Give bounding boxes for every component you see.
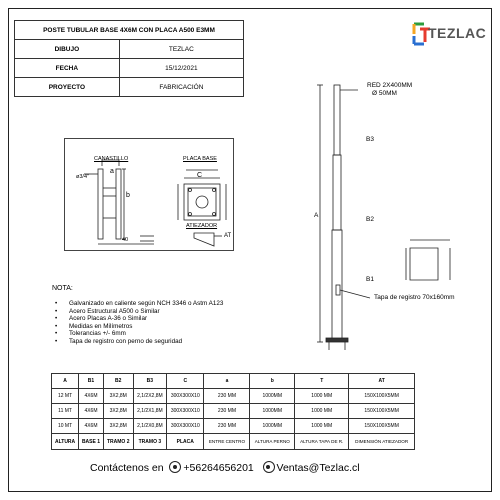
- table-cell: 150X100X5MM: [349, 389, 415, 404]
- spec-header-cell: AT: [349, 374, 415, 389]
- dibujo-value: TEZLAC: [119, 40, 243, 59]
- table-cell: 300X300X10: [167, 389, 204, 404]
- contact-label: Contáctenos en: [90, 462, 164, 474]
- spec-header-cell: T: [295, 374, 349, 389]
- contact-line: [90, 462, 360, 474]
- table-cell: 12 MT: [52, 389, 79, 404]
- b1-label: B1: [366, 276, 374, 283]
- note-item: • Tapa de registro con perno de seguridad: [55, 338, 223, 346]
- spec-footer-cell: BASE 1: [79, 434, 104, 450]
- spec-footer-cell: TRAMO 2: [103, 434, 133, 450]
- spec-table: [51, 373, 415, 450]
- spec-footer-row: [52, 434, 415, 450]
- spec-header-cell: C: [167, 374, 204, 389]
- canastillo-label: CANASTILLO: [94, 156, 129, 162]
- spec-header-cell: A: [52, 374, 79, 389]
- logo-text: TEZLAC: [428, 25, 487, 41]
- drawing-title: POSTE TUBULAR BASE 4X6M CON PLACA A500 E3MM: [15, 21, 244, 40]
- spec-footer-cell: TRAMO 3: [133, 434, 166, 450]
- b3-label: B3: [366, 136, 374, 143]
- b2-label: B2: [366, 216, 374, 223]
- table-cell: 1000 MM: [295, 404, 349, 419]
- table-row: [52, 404, 415, 419]
- table-cell: 150X100X5MM: [349, 419, 415, 434]
- placa-base-label: PLACA BASE: [183, 156, 217, 162]
- spec-header-cell: b: [250, 374, 295, 389]
- table-cell: 1000 MM: [295, 389, 349, 404]
- table-cell: 3X2,8M: [103, 419, 133, 434]
- table-cell: 230 MM: [204, 404, 250, 419]
- title-block: [14, 20, 244, 97]
- table-cell: 230 MM: [204, 419, 250, 434]
- fecha-value: 15/12/2021: [119, 59, 243, 78]
- table-row: [52, 419, 415, 434]
- whatsapp-icon: [169, 461, 181, 473]
- dim-a-label: a: [110, 168, 114, 175]
- table-cell: 10 MT: [52, 419, 79, 434]
- table-cell: 4X6M: [79, 419, 104, 434]
- contact-email[interactable]: Ventas@Tezlac.cl: [276, 462, 360, 474]
- spec-footer-cell: PLACA: [167, 434, 204, 450]
- spec-header-cell: B3: [133, 374, 166, 389]
- note-item: • Acero Estructural A500 o Similar: [55, 308, 223, 316]
- note-item: • Acero Placas A-36 o Similar: [55, 315, 223, 323]
- spec-footer-cell: DIMENSIÓN ATIEZADOR: [349, 434, 415, 450]
- table-cell: 2,1/2X1,8M: [133, 404, 166, 419]
- pole-drawing: [300, 80, 480, 360]
- table-cell: 150X100X5MM: [349, 404, 415, 419]
- table-cell: 4X6M: [79, 404, 104, 419]
- contact-phone[interactable]: +56264656201: [183, 462, 254, 474]
- red-diameter-label: RED 2X400MM: [367, 82, 413, 89]
- spec-footer-cell: ALTURA TAPA DE R.: [295, 434, 349, 450]
- notes-title: NOTA:: [52, 285, 73, 292]
- dim-40-label: 40: [122, 237, 129, 243]
- table-cell: 4X6M: [79, 389, 104, 404]
- spec-footer-cell: ENTRE CENTRO: [204, 434, 250, 450]
- spec-footer-cell: ALTURA PERNO: [250, 434, 295, 450]
- table-cell: 230 MM: [204, 389, 250, 404]
- table-cell: 300X300X10: [167, 419, 204, 434]
- table-cell: 11 MT: [52, 404, 79, 419]
- table-cell: 1000MM: [250, 419, 295, 434]
- pole-diameter-label: Ø 50MM: [372, 90, 397, 97]
- table-row: [52, 389, 415, 404]
- atiezador-label: ATIEZADOR: [186, 223, 218, 229]
- spec-header-row: [52, 374, 415, 389]
- notes-list: [55, 300, 223, 345]
- detail-drawing: [64, 138, 234, 251]
- proyecto-label: PROYECTO: [15, 78, 120, 97]
- fecha-label: FECHA: [15, 59, 120, 78]
- spec-header-cell: B2: [103, 374, 133, 389]
- note-item: • Galvanizado en caliente según NCH 3346 o Astm A123: [55, 300, 223, 308]
- whatsapp-icon: [263, 461, 275, 473]
- table-cell: 3X2,8M: [103, 404, 133, 419]
- height-a-label: A: [314, 212, 319, 219]
- table-cell: 2,1/2X2,8M: [133, 389, 166, 404]
- dim-b-label: b: [126, 192, 130, 199]
- note-item: • Medidas en Milímetros: [55, 323, 223, 331]
- table-cell: 2,1/2X0,8M: [133, 419, 166, 434]
- dim-c-label: C: [197, 172, 203, 179]
- spec-header-cell: B1: [79, 374, 104, 389]
- table-cell: 1000MM: [250, 404, 295, 419]
- table-cell: 300X300X10: [167, 404, 204, 419]
- tapa-registro-label: Tapa de registro 70x160mm: [374, 294, 455, 301]
- thread-dimension: ø3/4": [76, 174, 89, 180]
- spec-header-cell: a: [204, 374, 250, 389]
- table-cell: 1000MM: [250, 389, 295, 404]
- note-item: • Tolerancias +/- 6mm: [55, 330, 223, 338]
- dibujo-label: DIBUJO: [15, 40, 120, 59]
- dim-at-label: AT: [224, 233, 232, 239]
- table-cell: 3X2,8M: [103, 389, 133, 404]
- table-cell: 1000 MM: [295, 419, 349, 434]
- proyecto-value: FABRICACIÓN: [119, 78, 243, 97]
- spec-footer-cell: ALTURA: [52, 434, 79, 450]
